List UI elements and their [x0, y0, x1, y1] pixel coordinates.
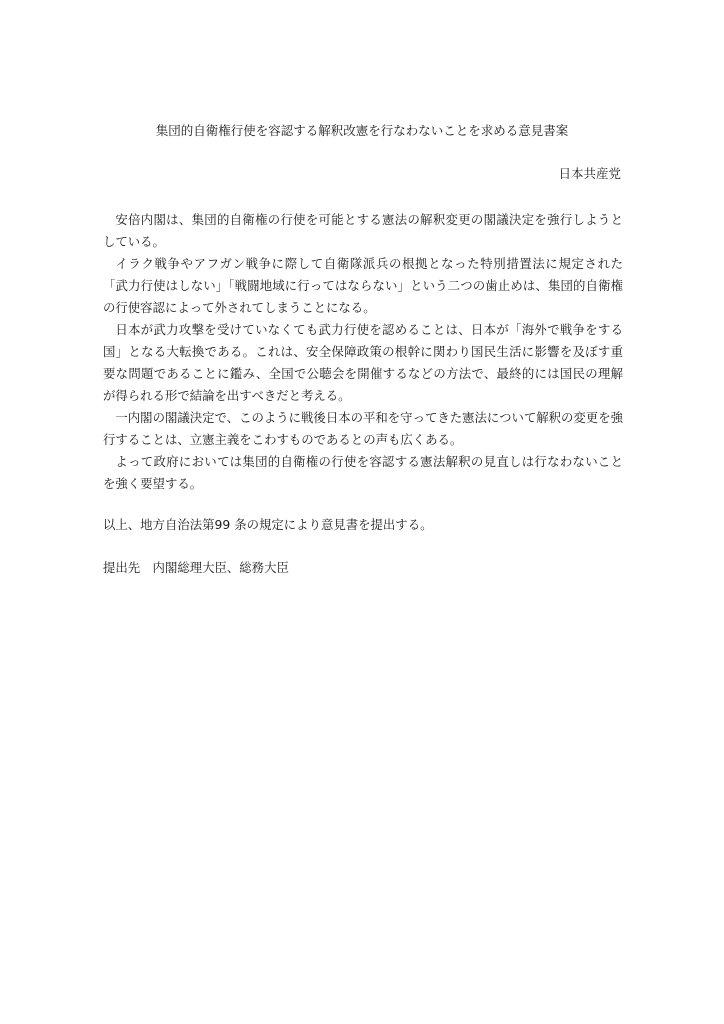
body-paragraph: 日本が武力攻撃を受けていなくても武力行使を認めることは、日本が「海外で戦争をする国」となる大転換である。これは、安全保障政策の根幹に関わり国民生活に影響を及ぼす重要な問題であることに鑑み、全国で公聴会を開催するなどの方法で、最終的には国民の理解が得られる形で結論を出すべきだと考える。 — [103, 322, 623, 403]
author-party: 日本共産党 — [558, 166, 621, 181]
body-paragraph: 一内閣の閣議決定で、このように戦後日本の平和を守ってきた憲法について解釈の変更を強行することは、立憲主義をこわすものであるとの声も広くある。 — [103, 410, 623, 447]
document-title: 集団的自衛権行使を容認する解釈改憲を行なわないことを求める意見書案 — [155, 123, 569, 138]
body-paragraph: 安倍内閣は、集団的自衛権の行使を可能とする憲法の解釈変更の閣議決定を強行しようとしている。 — [103, 212, 623, 249]
body-paragraph: イラク戦争やアフガン戦争に際して自衛隊派兵の根拠となった特別措置法に規定された「武力行使はしない」「戦闘地域に行ってはならない」という二つの歯止めは、集団的自衛権の行使容認によって外されてしまうことになる。 — [103, 256, 623, 315]
body-paragraph: よって政府においては集団的自衛権の行使を容認する憲法解釈の見直しは行なわないことを強く要望する。 — [103, 454, 623, 491]
closing-statement: 以上、地方自治法第99 条の規定により意見書を提出する。 — [103, 517, 433, 532]
recipients-line: 提出先 内閣総理大臣、総務大臣 — [103, 560, 289, 575]
document-body — [103, 209, 623, 495]
